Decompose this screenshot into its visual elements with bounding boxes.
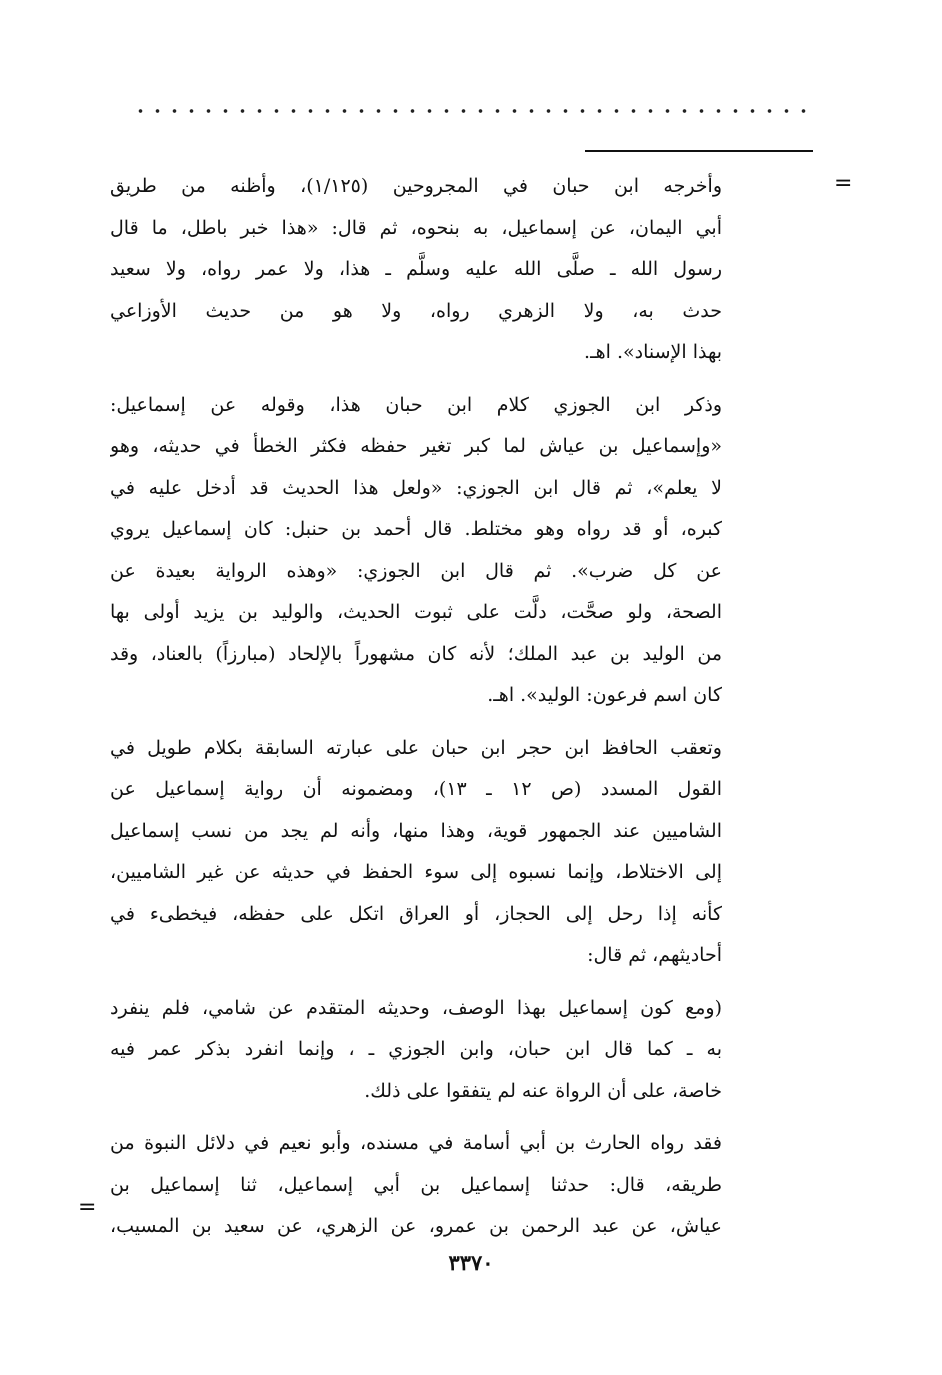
paragraph-5: [110, 1123, 722, 1248]
text-line: حدث به، ولا الزهري رواه، ولا هو من حديث الأوزاعي: [110, 299, 722, 322]
paragraph-1: [110, 166, 722, 374]
text-line: لا يعلم»، ثم قال ابن الجوزي: «ولعل هذا الحديث قد أدخل عليه في: [110, 476, 722, 499]
text-line: رسول الله ـ صلَّى الله عليه وسلَّم ـ هذا، ولا عمر رواه، ولا سعيد: [110, 258, 722, 280]
text-line: من الوليد بن عبد الملك؛ لأنه كان مشهوراً بالإلحاد (مبارزاً) بالعناد، وقد: [110, 642, 722, 665]
text-line: (ومع كون إسماعيل بهذا الوصف، وحديثه المتقدم عن شامي، فلم ينفرد: [110, 996, 722, 1019]
text-line: عياش، عن عبد الرحمن بن عمرو، عن الزهري، عن سعيد بن المسيب،: [110, 1215, 722, 1237]
page-number: ٣٣٧٠: [448, 1250, 494, 1275]
text-line: كبره، أو قد رواه وهو مختلط. قال أحمد بن حنبل: كان إسماعيل يروي: [110, 518, 722, 540]
text-line: وتعقب الحافظ ابن حجر ابن حبان على عبارته السابقة بكلام طويل في: [110, 736, 722, 759]
text-line: خاصة، على أن الرواة عنه لم يتفقوا على ذلك.: [364, 1079, 722, 1102]
text-line: أحاديثهم، ثم قال:: [587, 944, 722, 966]
text-line: وذكر ابن الجوزي كلام ابن حبان هذا، وقوله عن إسماعيل:: [110, 393, 722, 416]
text-line: كان اسم فرعون: الوليد». اهـ.: [487, 684, 722, 706]
text-line: كأنه إذا رحل إلى الحجاز، أو العراق اتكل على حفظه، فيخطىء في: [110, 902, 722, 925]
text-line: أبي اليمان، عن إسماعيل، به بنحوه، ثم قال: «هذا خبر باطل، ما قال: [110, 216, 722, 239]
dotted-separator: [132, 104, 812, 118]
text-line: طريقه، قال: حدثنا إسماعيل بن أبي إسماعيل، ثنا إسماعيل بن: [110, 1173, 722, 1196]
text-line: إلى الاختلاط، وإنما نسبوه إلى سوء الحفظ في حديثه عن غير الشاميين،: [110, 861, 722, 883]
text-line: الشاميين عند الجمهور قوية، وهذا منها، وأنه لم يجد من نسب إسماعيل: [110, 819, 722, 842]
continuation-mark-top: =: [834, 171, 853, 196]
paragraph-4: [110, 988, 722, 1113]
text-line: الصحة، ولو صحَّت، دلَّت على ثبوت الحديث، والوليد بن يزيد أولى بها: [110, 601, 722, 623]
text-line: فقد رواه الحارث بن أبي أسامة في مسنده، وأبو نعيم في دلائل النبوة من: [110, 1132, 722, 1154]
text-line: به ـ كما قال ابن حبان، وابن الجوزي ـ ، وإنما انفرد بذكر عمر فيه: [110, 1038, 722, 1060]
paragraph-2: [110, 385, 722, 717]
footnote-body: [110, 166, 722, 1259]
footnote-rule: [585, 150, 813, 152]
text-line: وأخرجه ابن حبان في المجروحين (١/١٢٥)، وأظنه من طريق: [110, 175, 722, 197]
text-line: بهذا الإسناد». اهـ.: [584, 341, 722, 363]
text-line: القول المسدد (ص ١٢ ـ ١٣)، ومضمونه أن رواية إسماعيل عن: [110, 778, 722, 800]
text-line: عن كل ضرب». ثم قال ابن الجوزي: «وهذه الرواية بعيدة عن: [110, 559, 722, 582]
text-line: «وإسماعيل بن عياش لما كبر تغير حفظه فكثر الخطأ في حديثه، وهو: [110, 435, 722, 457]
paragraph-3: [110, 728, 722, 977]
continuation-mark-bottom: =: [78, 1195, 97, 1220]
